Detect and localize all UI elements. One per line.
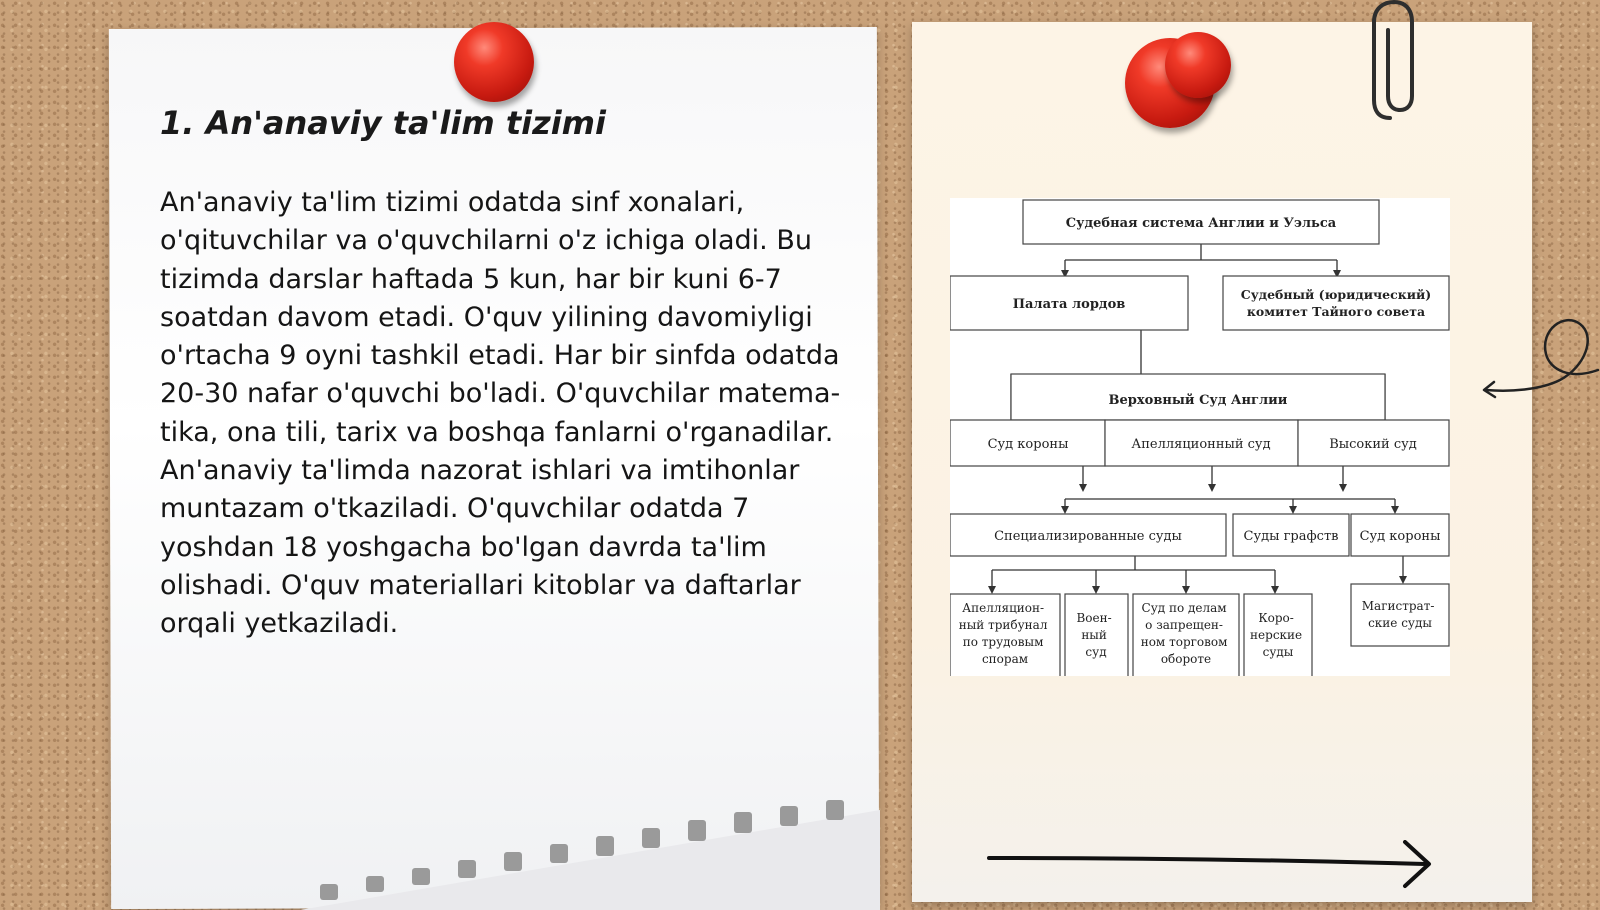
privy-council-label-2: комитет Тайного совета [1246, 304, 1426, 319]
military-court-label: Воен- ный суд [1076, 611, 1112, 659]
diagram-root-label: Судебная система Англии и Уэльса [1065, 216, 1337, 231]
diagram-box-privy-council [1223, 276, 1449, 330]
diagram-box-magistrates-courts [1351, 584, 1449, 646]
crown-court-top-label: Суд короны [987, 437, 1069, 452]
red-push-pin-icon [1165, 32, 1231, 98]
torn-spiral-edge [300, 800, 880, 910]
coroners-courts-label: Коро- нерские суды [1250, 611, 1303, 659]
section-title: 1. An'anaviy ta'lim tizimi [160, 104, 606, 142]
right-arrow-icon[interactable] [985, 840, 1445, 890]
crown-court-bottom-label: Суд короны [1359, 529, 1441, 544]
paperclip-icon [1370, 0, 1420, 124]
red-push-pin-icon [454, 22, 534, 102]
restrictive-practices-court-label: Суд по делам о запрещен- ном торговом обороте [1140, 601, 1228, 666]
county-courts-label: Суды графств [1243, 529, 1339, 544]
court-system-diagram [950, 198, 1450, 676]
appeal-court-label: Апелляционный суд [1131, 437, 1271, 452]
house-of-lords-label: Палата лордов [1012, 297, 1126, 312]
employment-tribunal-label: Апелляцион- ный трибунал по трудовым спорам [958, 601, 1048, 666]
privy-council-label-1: Судебный (юридический) [1240, 287, 1432, 302]
magistrates-courts-label: Магистрат- ские суды [1361, 599, 1435, 630]
high-court-label: Высокий суд [1329, 437, 1417, 452]
supreme-court-label: Верховный Суд Англии [1108, 393, 1288, 408]
specialized-courts-label: Специализированные суды [994, 529, 1182, 544]
section-body-text: An'anaviy ta'lim tizimi odatda sinf xonalari, o'qituvchilar va o'quvchilarni o'z ichiga oladi. Bu tizimda darslar haftada 5 kun, har bir kuni 6-7 soatdan davom etadi. O'quv yilining davomiyligi o'rtacha 9 oyni tashkil etadi. Har bir sinfda odatda 20-30 nafar o'quvchi bo'ladi. O'quvchilar matema-tika, ona tili, tarix va boshqa fanlarni o'rganadilar. An'anaviy ta'limda nazorat ishlari va imtihonlar muntazam o'tkaziladi. O'quvchilar odatda 7 yoshdan 18 yoshgacha bo'lgan davrda ta'lim olishadi. O'quv materiallari kitoblar va daftarlar orqali yetkaziladi. [160, 187, 841, 640]
curly-arrow-icon [1480, 310, 1600, 410]
